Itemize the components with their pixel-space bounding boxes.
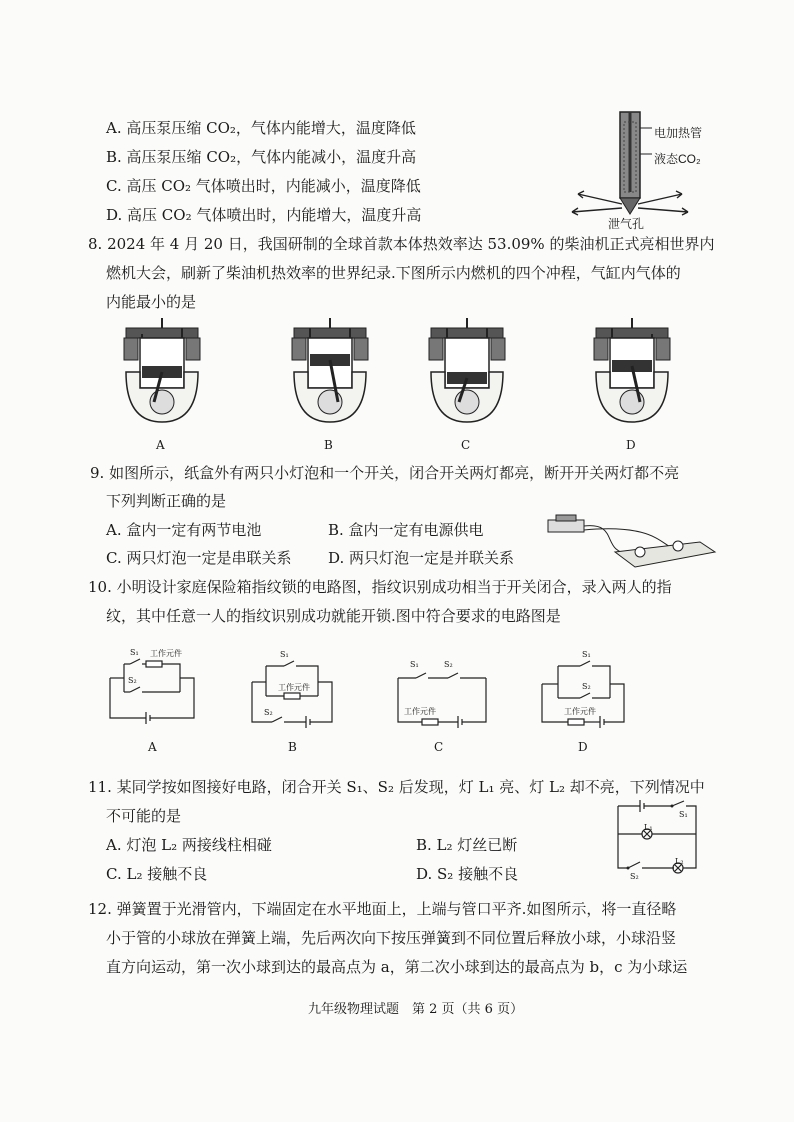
- engine-figure-b: [288, 316, 372, 426]
- q9-option-d: D. 两只灯泡一定是并联关系: [328, 549, 515, 567]
- q8-stem-line1: 8. 2024 年 4 月 20 日，我国研制的全球首款本体热效率达 53.09% 的柴油机正式亮相世界内: [88, 235, 715, 253]
- q12-stem-line1: 12. 弹簧置于光滑管内，下端固定在水平地面上，上端与管口平齐.如图所示，将一直径略: [88, 900, 677, 918]
- q8-stem-line2: 燃机大会，刷新了柴油机热效率的世界纪录.下图所示内燃机的四个冲程，气缸内气体的: [106, 264, 681, 282]
- engine-label-a: A: [156, 438, 165, 452]
- q11-option-a: A. 灯泡 L₂ 两接线柱相碰: [106, 836, 272, 854]
- q11-stem-line2: 不可能的是: [106, 807, 182, 825]
- engine-figure-d: [590, 316, 674, 426]
- q7-option-b: B. 高压泵压缩 CO₂，气体内能减小，温度升高: [106, 148, 417, 166]
- q9-box-figure: [540, 512, 720, 572]
- q9-stem-line1: 9. 如图所示，纸盒外有两只小灯泡和一个开关，闭合开关两灯都亮，断开开关两灯都不亮: [90, 464, 680, 482]
- q11-stem-line1: 11. 某同学按如图接好电路，闭合开关 S₁、S₂ 后发现，灯 L₁ 亮、灯 L₂ 却不亮，下列情况中: [88, 778, 705, 796]
- page-footer: 九年级物理试题 第 2 页（共 6 页）: [308, 1002, 524, 1017]
- q7-liquid-co2-label: 液态CO₂: [654, 152, 701, 166]
- circuit-figure-c: [394, 652, 494, 736]
- switch-s1-label: S₁: [410, 660, 419, 669]
- circuit-label-c: C: [434, 740, 444, 754]
- q11-option-b: B. L₂ 灯丝已断: [416, 836, 518, 854]
- circuit-label-d: D: [578, 740, 588, 754]
- switch-s2-label: S₂: [444, 660, 453, 669]
- q11-s1-label: S₁: [679, 810, 688, 819]
- q11-s2-label: S₂: [630, 872, 639, 881]
- q11-circuit-figure: [612, 798, 702, 880]
- q11-option-c: C. L₂ 接触不良: [106, 865, 208, 883]
- q9-option-c: C. 两只灯泡一定是串联关系: [106, 549, 292, 567]
- q9-stem-line2: 下列判断正确的是: [106, 492, 227, 510]
- q11-l2-label: L₂: [675, 857, 684, 866]
- q7-heater-label: 电加热管: [654, 126, 703, 140]
- circuit-label-a: A: [148, 740, 157, 754]
- switch-s1-label: S₁: [130, 648, 139, 657]
- engine-figure-c: [425, 316, 509, 426]
- circuit-figure-b: [248, 652, 348, 736]
- q9-option-b: B. 盒内一定有电源供电: [328, 521, 484, 539]
- q10-stem-line1: 10. 小明设计家庭保险箱指纹锁的电路图，指纹识别成功相当于开关闭合，录入两人的指: [88, 578, 672, 596]
- q8-stem-line3: 内能最小的是: [106, 293, 197, 311]
- q7-option-c: C. 高压 CO₂ 气体喷出时，内能减小，温度降低: [106, 177, 421, 195]
- work-element-label: 工作元件: [564, 707, 596, 716]
- circuit-figure-d: [538, 652, 638, 736]
- q11-option-d: D. S₂ 接触不良: [416, 865, 519, 883]
- circuit-label-b: B: [288, 740, 297, 754]
- switch-s2-label: S₂: [128, 676, 137, 685]
- engine-label-d: D: [626, 438, 636, 452]
- q9-option-a: A. 盒内一定有两节电池: [106, 521, 262, 539]
- q12-stem-line3: 直方向运动，第一次小球到达的最高点为 a，第二次小球到达的最高点为 b，c 为小球运: [106, 958, 688, 976]
- work-element-label: 工作元件: [278, 683, 310, 692]
- q11-l1-label: L₁: [644, 823, 653, 832]
- q7-option-a: A. 高压泵压缩 CO₂，气体内能增大，温度降低: [106, 119, 416, 137]
- q12-stem-line2: 小于管的小球放在弹簧上端，先后两次向下按压弹簧到不同位置后释放小球，小球沿竖: [106, 929, 677, 947]
- switch-s1-label: S₁: [582, 650, 591, 659]
- work-element-label: 工作元件: [404, 707, 436, 716]
- engine-label-c: C: [461, 438, 471, 452]
- work-element-label: 工作元件: [150, 649, 182, 658]
- q7-vent-label: 泄气孔: [608, 217, 645, 231]
- switch-s2-label: S₂: [582, 682, 591, 691]
- engine-label-b: B: [324, 438, 333, 452]
- switch-s1-label: S₁: [280, 650, 289, 659]
- circuit-figure-a: [106, 648, 206, 736]
- engine-figure-a: [120, 316, 204, 426]
- q10-stem-line2: 纹，其中任意一人的指纹识别成功就能开锁.图中符合要求的电路图是: [106, 607, 561, 625]
- switch-s2-label: S₂: [264, 708, 273, 717]
- q7-option-d: D. 高压 CO₂ 气体喷出时，内能增大，温度升高: [106, 206, 422, 224]
